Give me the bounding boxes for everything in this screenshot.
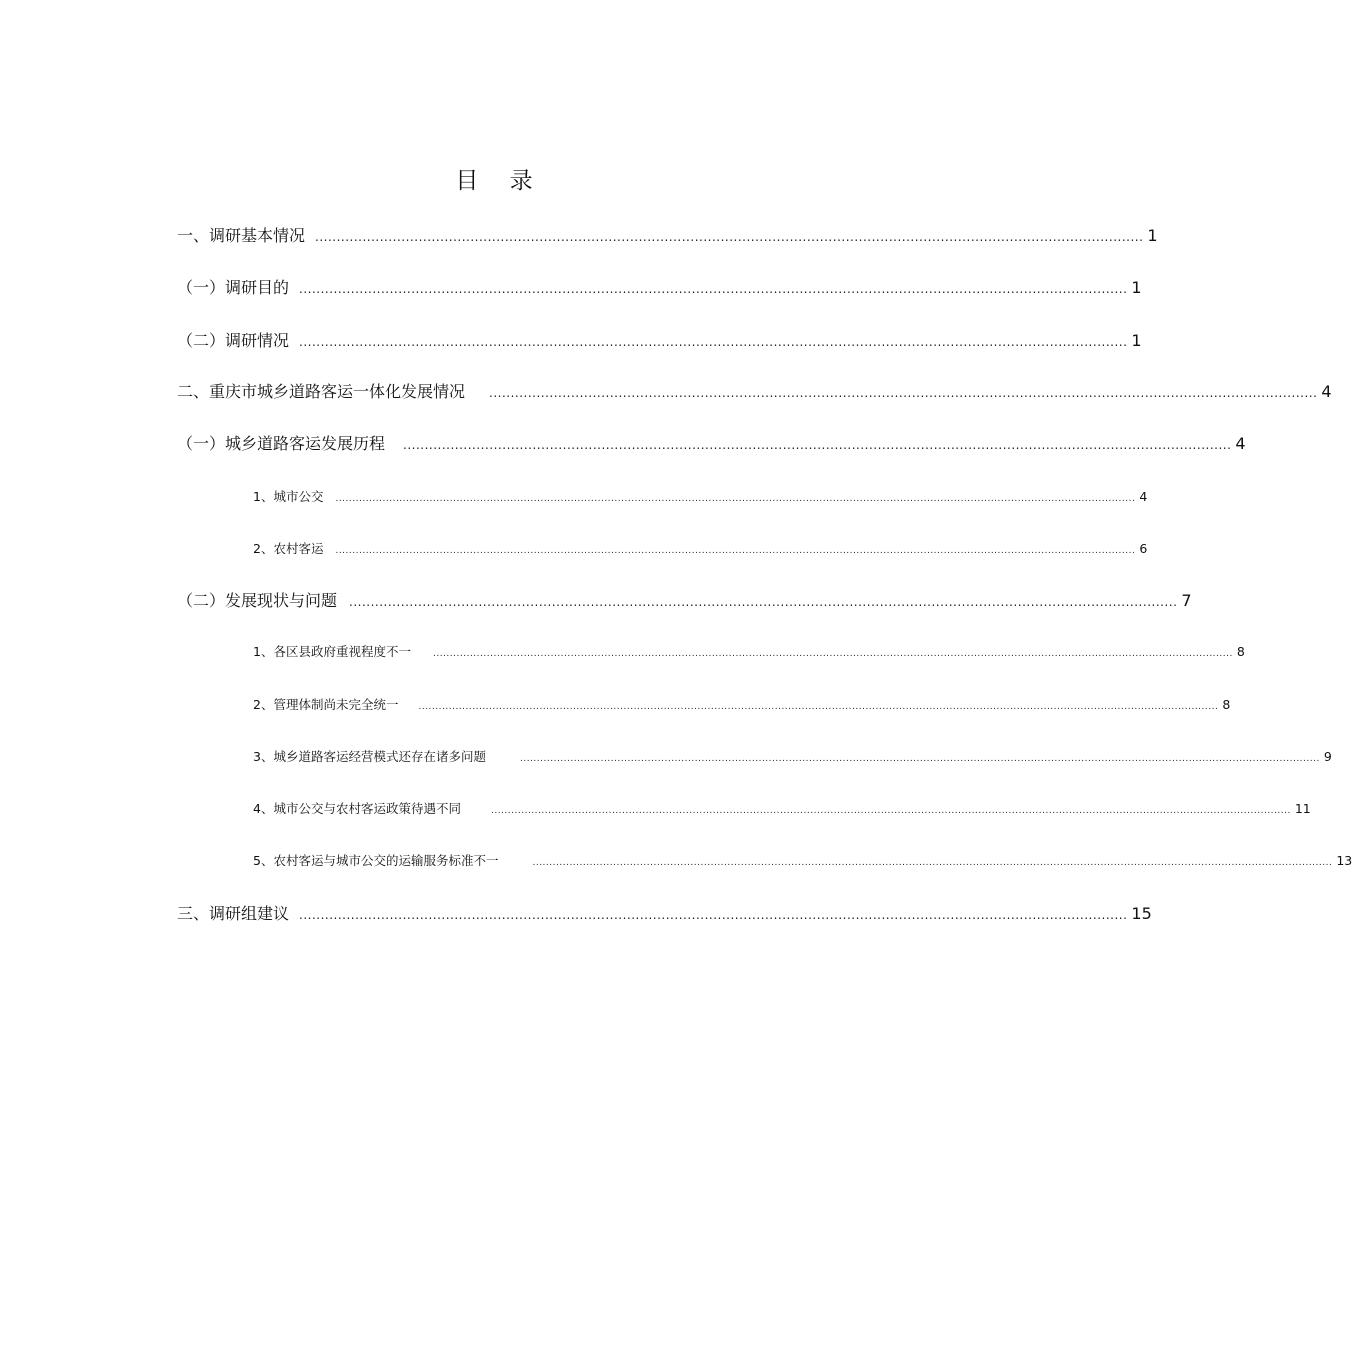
toc-entry-label: 4、城市公交与农村客运政策待遇不同 [253,801,461,816]
dot-leader: .............................................................................................................................................................................................................................................. [519,754,1320,764]
toc-entry-label: （二）调研情况 [177,331,290,350]
toc-entry-label: （二）发展现状与问题 [177,591,338,610]
toc-entry-label: 一、调研基本情况 [177,226,306,245]
toc-entry-label: （一）调研目的 [177,278,290,297]
toc-entry-label: 1、各区县政府重视程度不一 [253,644,411,659]
toc-page-number: 1 [1131,278,1142,297]
dot-leader: .............................................................................................................................................................................................................................................. [432,649,1233,659]
toc-entry-label: 二、重庆市城乡道路客运一体化发展情况 [177,382,466,401]
dot-leader: ................................................................................................................................................................................................ [299,908,1128,922]
dot-leader: .............................................................................................................................................................................................................................................. [490,806,1291,816]
toc-page-number: 13 [1336,853,1352,868]
toc-page-number: 7 [1181,591,1192,610]
toc-page-number: 4 [1139,489,1148,504]
toc-page-number: 11 [1294,801,1311,816]
toc-entry-2-1[interactable] [177,433,1246,456]
toc-entry-2-1-1[interactable] [253,488,1148,508]
page-title: 目 录 [455,168,545,194]
dot-leader: .............................................................................................................................................................................................................................................. [532,858,1333,868]
dot-leader: .............................................................................................................................................................................................................................................. [335,546,1136,556]
toc-entry-2-2[interactable] [177,590,1192,613]
toc-entry-label: （一）城乡道路客运发展历程 [177,434,386,453]
dot-leader: ................................................................................................................................................................................................ [299,282,1128,296]
toc-entry-1[interactable] [177,225,1158,248]
toc-entry-1-1[interactable] [177,277,1142,300]
toc-page-number: 4 [1321,382,1332,401]
toc-entry-2-1-2[interactable] [253,540,1148,560]
dot-leader: ................................................................................................................................................................................................ [299,335,1128,349]
toc-entry-2[interactable] [177,381,1332,404]
toc-page-number: 15 [1131,904,1152,923]
toc-entry-2-2-2[interactable] [253,696,1231,716]
toc-page-number: 4 [1235,434,1246,453]
dot-leader: .............................................................................................................................................................................................................................................. [335,494,1136,504]
dot-leader: ................................................................................................................................................................................................ [315,230,1144,244]
toc-entry-label: 3、城乡道路客运经营模式还存在诸多问题 [253,749,486,764]
dot-leader: ................................................................................................................................................................................................ [403,438,1232,452]
toc-entry-label: 1、城市公交 [253,489,324,504]
dot-leader: ................................................................................................................................................................................................ [349,595,1178,609]
toc-entry-2-2-5[interactable] [253,852,1352,872]
toc-page-number: 1 [1131,331,1142,350]
toc-entry-label: 三、调研组建议 [177,904,290,923]
dot-leader: .............................................................................................................................................................................................................................................. [418,702,1219,712]
toc-entry-3[interactable] [177,903,1152,926]
toc-entry-2-2-1[interactable] [253,643,1245,663]
toc-page-number: 8 [1222,697,1231,712]
toc-entry-2-2-3[interactable] [253,748,1332,768]
toc-entry-label: 5、农村客运与城市公交的运输服务标准不一 [253,853,499,868]
toc-entry-label: 2、管理体制尚未完全统一 [253,697,399,712]
toc-entry-1-2[interactable] [177,330,1142,353]
toc-entry-2-2-4[interactable] [253,800,1311,820]
toc-page-number: 8 [1236,644,1245,659]
toc-entry-label: 2、农村客运 [253,541,324,556]
toc-page-number: 9 [1323,749,1332,764]
toc-page-number: 1 [1147,226,1158,245]
dot-leader: ................................................................................................................................................................................................ [489,386,1318,400]
toc-page-number: 6 [1139,541,1148,556]
